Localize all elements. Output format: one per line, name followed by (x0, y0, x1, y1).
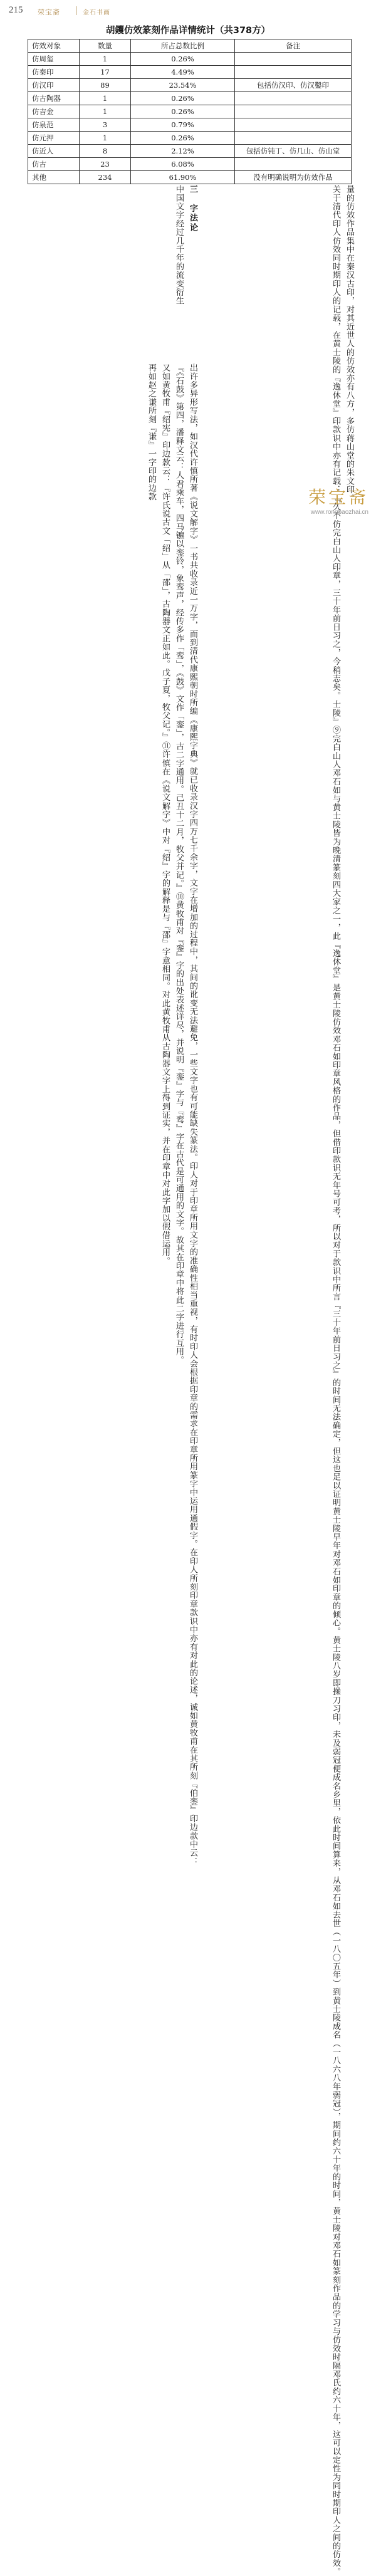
table-row (28, 79, 352, 92)
cell-note (235, 105, 352, 118)
cell-ratio: 0.26% (131, 132, 235, 145)
table-row (28, 66, 352, 79)
cell-target: 仿元押 (28, 132, 80, 145)
cell-target: 仿吉金 (28, 105, 80, 118)
running-head-section: 金石书画 (83, 9, 110, 16)
table-row (28, 118, 352, 132)
cell-ratio: 2.12% (131, 145, 235, 158)
cell-count: 89 (80, 79, 131, 92)
cell-target: 仿秦印 (28, 66, 80, 79)
table-row (28, 145, 352, 158)
paragraph: 关于清代印人仿效同时期印人的记载，在黄士陵的『逸休堂』印款识中亦有记载：『久不仿完白山人印章，三十年前日习之，今稍志矣。士陵』⑨完白山人邓石如与黄士陵皆为晚清篆刻四大家之一，此『逸休堂』是黄士陵仿效邓石如印章风格的作品，但借印款识无年号可考，所以对于款识中所言『三十年前日习之』的时间无法确定，但这也足以证明黄士陵早年对邓石如印章的倾心。黄士陵八岁即操刀习印，未及弱冠便成名乡里，依此时间算来，从邓石如去世（一八〇五年）到黄士陵成名（一八六八年弱冠），期间约六十年的时间，黄士陵对邓石如篆刻作品的学习与仿效时隔邓氏约六十年，这可以定性为同时期印人之间的仿效。 (331, 185, 340, 2576)
table-row (28, 105, 352, 118)
cell-ratio: 0.26% (131, 105, 235, 118)
paragraph: 『《石鼓》第四，潘释文云：人君乘车，四马镳以銮铃，象鸾声，经传多作「鸾」，《鼓》文作「銮」，古二字通用。己丑十二月，牧父并记。』⑩黄牧甫对『銮』字的出处表述详尽，并说明『銮』字与『鸾』字在古代是可通用的文字。故其在印章中将此二字进行互用。 (174, 363, 184, 1365)
cell-note (235, 66, 352, 79)
table-row (28, 53, 352, 66)
cell-note: 没有明确说明为仿效作品 (235, 171, 352, 184)
table-title: 胡钁仿效篆刻作品详情统计（共378方） (105, 26, 271, 36)
page-header (0, 0, 376, 23)
body-text-lower (9, 363, 199, 1866)
cell-target: 仿汉印 (28, 79, 80, 92)
cell-target: 仿泉范 (28, 118, 80, 132)
cell-ratio: 0.26% (131, 92, 235, 105)
cell-ratio: 6.08% (131, 158, 235, 171)
watermark-url: www.rongbaozhai.cn (310, 509, 368, 516)
cell-ratio: 0.26% (131, 53, 235, 66)
cell-count: 8 (80, 145, 131, 158)
cell-note (235, 118, 352, 132)
cell-ratio: 23.54% (131, 79, 235, 92)
cell-count: 17 (80, 66, 131, 79)
cell-ratio: 0.79% (131, 118, 235, 132)
column-header: 仿效对象 (28, 39, 80, 53)
cell-note: 包括仿汉印、仿汉鑿印 (235, 79, 352, 92)
cell-ratio: 4.49% (131, 66, 235, 79)
cell-count: 1 (80, 53, 131, 66)
cell-count: 1 (80, 92, 131, 105)
paragraph: 量的仿效作品集中在秦汉古印，对其近世人的仿效亦有八方，多仿蒋山堂的朱文印。 (345, 185, 354, 503)
cell-target: 仿古 (28, 158, 80, 171)
cell-target: 其他 (28, 171, 80, 184)
column-header: 所占总数比例 (131, 39, 235, 53)
table-row (28, 92, 352, 105)
paragraph: 出许多异形写法，如汉代许慎所著《说文解字》一书共收录近一万字，而到清代康熙朝时所编《康熙字典》就已收录汉字四万七千余字，文字在增加的过程中，其间的讹变无法避免，一些文字也有可能缺失篆法。印人对于印章所用文字的准确性相当重视，有时印人会根据印章的需求在印章所用篆字中运用通假字。在印人所刻印章款识中亦有对此的论述，诚如黄牧甫在其所刻『伯銮』印边款中云： (188, 363, 197, 1866)
cell-count: 23 (80, 158, 131, 171)
cell-target: 仿近人 (28, 145, 80, 158)
cell-note (235, 92, 352, 105)
page-number: 215 (9, 5, 23, 15)
watermark-logo: 荣宝斋 (308, 487, 368, 508)
watermark (308, 484, 368, 516)
column-header: 备注 (235, 39, 352, 53)
section-heading: 三 字法论 (188, 185, 197, 232)
paragraph: 又如黄牧甫『绍宪』印边款云：『许氏说古文「绍」从「邵」，古陶器文正如此。戊子夏，牧父记。』⑪许慎在《说文解字》中对『绍』字的解释是与『邵』字意相同。对此黄牧甫从古陶器文字上得到证实，并在印章中对此字加以假借运用。 (160, 363, 170, 1265)
cell-note: 包括仿钝丁、仿几山、仿山堂 (235, 145, 352, 158)
column-header: 数量 (80, 39, 131, 53)
cell-note (235, 158, 352, 171)
table-header-row (28, 39, 352, 53)
cell-count: 234 (80, 171, 131, 184)
cell-ratio: 61.90% (131, 171, 235, 184)
cell-target: 仿周玺 (28, 53, 80, 66)
cell-note (235, 132, 352, 145)
table-row (28, 171, 352, 184)
running-head-brand: 荣宝斋 (38, 8, 60, 16)
statistics-table (28, 39, 352, 184)
cell-note (235, 53, 352, 66)
paragraph: 再如赵之谦所刻『谦』一字印的边款 (147, 363, 156, 501)
cell-count: 3 (80, 118, 131, 132)
table-row (28, 158, 352, 171)
body-text-upper-left (9, 185, 199, 335)
cell-target: 仿古陶器 (28, 92, 80, 105)
cell-count: 1 (80, 132, 131, 145)
cell-count: 1 (80, 105, 131, 118)
header-divider (76, 6, 77, 15)
paragraph: 中国文字经过几千年的流变衍生 (174, 185, 184, 305)
table-row (28, 132, 352, 145)
